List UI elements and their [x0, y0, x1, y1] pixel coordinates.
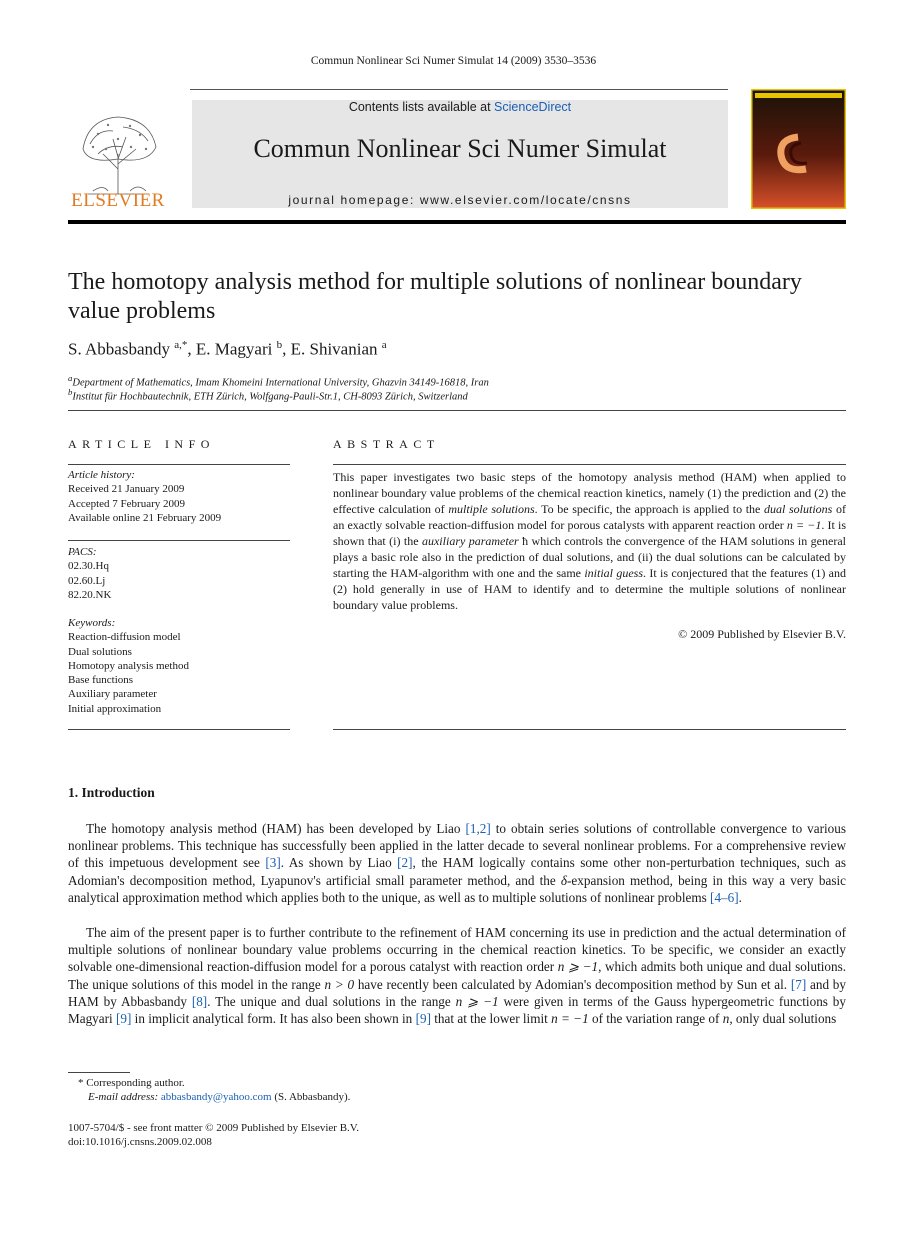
masthead-top-rule	[190, 89, 728, 90]
divider	[68, 540, 290, 541]
abstract-heading: ABSTRACT	[333, 437, 440, 451]
divider	[68, 464, 290, 465]
reference-link[interactable]: [3]	[265, 855, 281, 871]
footnote-email: E-mail address: abbasbandy@yahoo.com (S. Abbasbandy).	[88, 1091, 351, 1103]
divider	[68, 729, 290, 730]
divider	[333, 729, 846, 730]
intro-paragraph: The aim of the present paper is to further contribute to the refinement of HAM concerning its use in prediction and the actual determination of multiple solutions of nonlinear boundary value problems occurring in the chemical reaction kinetics. To be specific, we consider an exactly solvable one-dimensional reaction-diffusion model for a porous catalyst with reaction order n ⩾ −1, which admits both unique and dual solutions. The unique solutions of this model in the range n > 0 have recently been calculated by Adomian's decomposition method by Sun et al. [7] and by HAM by Abbasbandy [8]. The unique and dual solutions in the range n ⩾ −1 were given in terms of the Gauss hypergeometric functions by Magyari [9] in implicit analytical form. It has also been shown in [9] that at the lower limit n = −1 of the variation range of n, only dual solutions	[68, 925, 847, 1027]
reference-link[interactable]: [1,2]	[465, 821, 491, 836]
reference-link[interactable]: [9]	[115, 1011, 132, 1027]
masthead-bottom-rule	[68, 220, 846, 224]
divider	[333, 464, 846, 465]
author-list: S. Abbasbandy $^{a,*}$, E. Magyari $^b$, E. Shivanian $^a$	[68, 339, 387, 359]
article-history: Article history: Received 21 January 2009 Accepted 7 February 2009 Available online 21 February 2009	[68, 469, 222, 524]
journal-homepage-link[interactable]: www.elsevier.com/locate/cnsns	[419, 193, 632, 207]
contents-line: Contents lists available at ScienceDirect	[348, 100, 572, 114]
footnote-corresponding-author: * Corresponding author.	[78, 1077, 185, 1089]
author-affiliation-mark[interactable]: a	[381, 339, 387, 351]
section-heading-introduction: 1. Introduction	[68, 785, 155, 800]
affiliation: $^b$Institut für Hochbautechnik, ETH Zürich, Wolfgang-Pauli-Str.1, CH-8093 Zürich, Switzerland	[68, 387, 468, 403]
article-title: The homotopy analysis method for multiple solutions of nonlinear boundary value problems	[68, 269, 802, 324]
journal-cover-image	[751, 89, 846, 209]
footer-doi[interactable]: doi:10.1016/j.cnsns.2009.02.008	[68, 1136, 212, 1148]
email-link[interactable]: abbasbandy@yahoo.com	[160, 1091, 272, 1103]
footer-issn: 1007-5704/$ - see front matter © 2009 Published by Elsevier B.V.	[68, 1122, 360, 1134]
footnote-rule	[68, 1072, 130, 1073]
reference-link[interactable]: [2]	[397, 855, 413, 871]
abstract-text: This paper investigates two basic steps of the homotopy analysis method (HAM) when applied to nonlinear boundary value problems of the chemical reaction kinetics, namely (1) the prediction and (2) the effective calculation of multiple solutions. To be specific, the approach is applied to the dual solutions of an exactly solvable reaction-diffusion model for porous catalysts with apparent reaction order n = −1. It is shown that (i) the auxiliary parameter ħ which controls the convergence of the HAM solutions in general plays a basic role also in the prediction of dual solutions, and (ii) the dual solutions can be calculated by starting the HAM-algorithm with one and the same initial guess. It is conjectured that the features (1) and (2) hold generally in use of HAM to identify and to determine the multiple solutions of nonlinear boundary value problems.	[333, 470, 847, 612]
journal-citation: Commun Nonlinear Sci Numer Simulat 14 (2009) 3530–3536	[310, 55, 597, 67]
sciencedirect-link[interactable]: ScienceDirect	[494, 100, 572, 114]
author-name: S. Abbasbandy	[68, 339, 170, 359]
reference-link[interactable]: [8]	[191, 993, 208, 1009]
journal-title: Commun Nonlinear Sci Numer Simulat	[253, 134, 667, 163]
intro-paragraph: The homotopy analysis method (HAM) has been developed by Liao [1,2] to obtain series solutions of controllable convergence to various nonlinear problems. This technique has successfully been applied in the latter decade to several nonlinear problems. For a comprehensive review of this impetuous development see [3]. As shown by Liao [2], the HAM logically contains some other non-perturbation techniques, such as Adomian's decomposition method, Lyapunov's artificial small parameter method, and the δ-expansion method, being in this way a very basic analytical approximation method which applies both to the unique, as well as to multiple solutions of nonlinear problems [4–6].	[68, 821, 847, 905]
keywords-list: Keywords: Reaction-diffusion model Dual solutions Homotopy analysis method Base functions Auxiliary parameter Initial approximation	[68, 617, 189, 715]
journal-homepage: journal homepage: www.elsevier.com/locate/cnsns	[288, 193, 632, 207]
author-name: E. Shivanian	[290, 339, 378, 359]
pacs-list: PACS: 02.30.Hq 02.60.Lj 82.20.NK	[68, 546, 112, 601]
elsevier-wordmark: ELSEVIER	[71, 190, 165, 211]
author-name: E. Magyari	[195, 339, 273, 359]
article-info-heading: ARTICLE INFO	[68, 437, 215, 451]
affiliation: $^a$Department of Mathematics, Imam Khomeini International University, Ghazvin 34149-16818, Iran	[68, 373, 489, 389]
reference-link[interactable]: [4–6]	[710, 889, 739, 905]
author-affiliation-mark[interactable]: a,*	[174, 339, 188, 351]
copyright-line: © 2009 Published by Elsevier B.V.	[678, 627, 846, 641]
reference-link[interactable]: [9]	[415, 1011, 431, 1027]
reference-link[interactable]: [7]	[790, 976, 807, 992]
affiliation-rule	[68, 410, 846, 411]
author-affiliation-mark[interactable]: b	[276, 339, 283, 351]
